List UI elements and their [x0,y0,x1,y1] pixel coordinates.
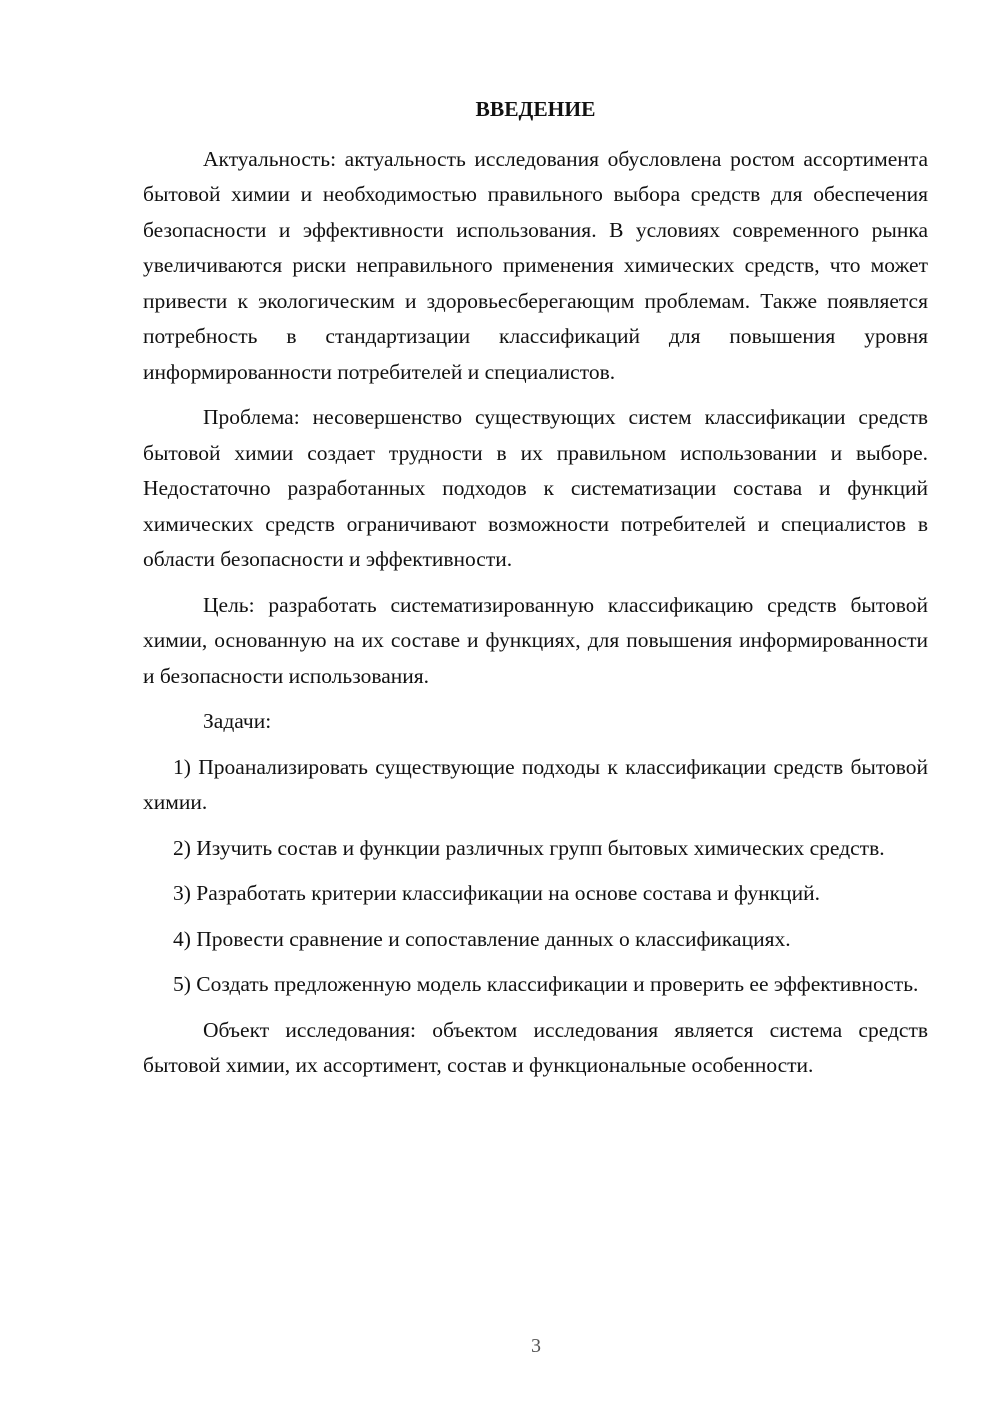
task-item-1: 1) Проанализировать существующие подходы к классификации средств бытовой химии. [143,754,928,814]
task-item-5: 5) Создать предложенную модель классификации и проверить ее эффективность. [173,972,919,996]
page-number: 3 [531,1335,541,1357]
paragraph-goal: Цель: разработать систематизированную классификацию средств бытовой химии, основанную на их составе и функциях, для повышения информированности и безопасности использования. [143,592,928,688]
task-item-4: 4) Провести сравнение и сопоставление данных о классификациях. [173,926,791,951]
section-title: ВВЕДЕНИЕ [475,97,596,121]
tasks-heading: Задачи: [203,709,272,733]
paragraph-problem: Проблема: несовершенство существующих систем классификации средств бытовой химии создает трудности в их правильном использовании и выборе. Недостаточно разработанных подходов к систематизации состава и функций химических средств ограничивают возможности потребителей и специалистов в области безопасности и эффективности. [143,405,928,571]
paragraph-relevance: Актуальность: актуальность исследования обусловлена ростом ассортимента бытовой химии и необходимостью правильного выбора средств для обеспечения безопасности и эффективности использования. В условиях современного рынка увеличиваются риски неправильного применения химических средств, что может привести к экологическим и здоровьесберегающим проблемам. Также появляется потребность в стандартизации классификаций для повышения уровня информированности потребителей и специалистов. [143,146,928,384]
task-item-2: 2) Изучить состав и функции различных групп бытовых химических средств. [173,835,885,860]
paragraph-object: Объект исследования: объектом исследования является система средств бытовой химии, их ассортимент, состав и функциональные особенности. [143,1017,928,1077]
task-item-3: 3) Разработать критерии классификации на основе состава и функций. [173,881,820,905]
page-content [143,92,928,1094]
